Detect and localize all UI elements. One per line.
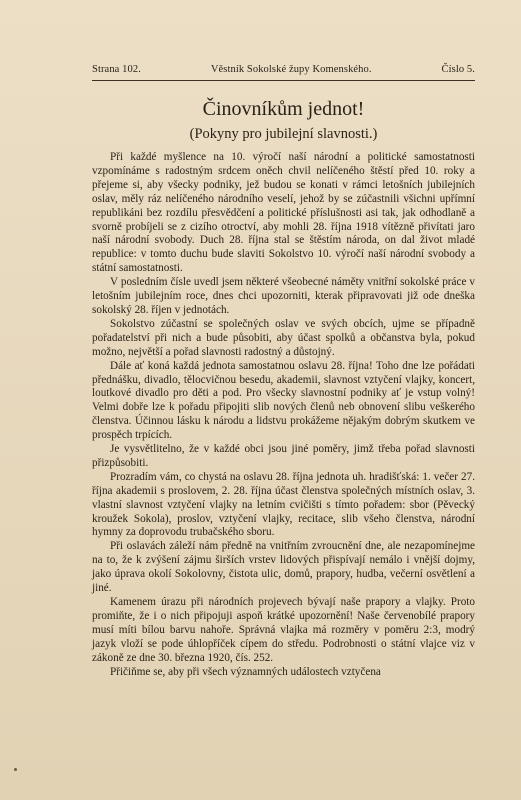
paragraph: Prozradím vám, co chystá na oslavu 28. října jednota uh. hradišťská: 1. večer 27. října akademii s proslovem, 2. 28. října účast členstva společných místních oslav, 3. vlastní slavnost vztyčení vlajky na letním cvičišti s tímto pořadem: sbor (Pěvecký kroužek Sokola), proslov, vztyčení vlajky, recitace, slib všeho členstva, národní hymny za doprovodu trubačského sboru. (92, 470, 475, 539)
article-title: Činovníkům jednot! (202, 98, 365, 120)
paragraph: Přičiňme se, aby při všech významných událostech vztyčena (110, 665, 381, 678)
running-header (92, 64, 475, 75)
paragraph: Dále ať koná každá jednota samostatnou oslavu 28. října! Toho dne lze pořádati přednášku, divadlo, tělocvičnou besedu, akademii, slavnost vztyčení vlajky, koncert, loutkové divadlo pro děti a pod. Pro všecky slavnostní podniky ať je vstup volný! Velmi dobře lze k pořadu připojiti slib nových členů neb obnovení slibu veškerého členstva. Účinnou lásku k národu a lidstvu prokážeme nějakým dobrým skutkem ve prospěch trpících. (92, 359, 475, 442)
article-body (92, 151, 475, 679)
article-subtitle: (Pokyny pro jubilejní slavnosti.) (189, 126, 378, 142)
journal-title: Věstník Sokolské župy Komenského. (210, 64, 372, 75)
paragraph: Při oslavách záleží nám předně na vnitřním zvroucnění dne, ale nezapomínejme na to, že k zvýšení zájmu širších vrstev lidových přispívají nemálo i vnější dojmy, jako úprava okolí Sokolovny, čistota ulic, domů, prapory, hudba, večerní osvětlení a jiné. (92, 540, 475, 595)
paragraph: V posledním čísle uvedl jsem některé všeobecné náměty vnitřní sokolské práce v letošním jubilejním roce, dnes chci upozorniti, kterak připravovati již ode dneška sokolský 28. říjen v jednotách. (92, 276, 475, 316)
paragraph: Při každé myšlence na 10. výročí naší národní a politické samostatnosti vzpomínáme s radostným srdcem oněch chvil nelíčeného štěstí před 10. roky a přejeme si, aby všecky podniky, jež budou se konati v rámci letošních jubilejních oslav, měly ráz nelíčeného národního veselí, jehož by se zúčastnili všichni upřímní republikáni bez rozdílu přesvědčení a politické příslušnosti asi tak, jak odhodlaně a svorně probíjeli se z cizího otroctví, aby mohli 28. října 1918 vítězně přivítati jaro naší národní svobody. Duch 28. října stal se štěstím národa, on dal život mladé republice: v tomto duchu bude slaviti Sokolstvo 10. výročí naší národní svobody a státní samostatnosti. (92, 151, 475, 275)
issue-number: Číslo 5. (441, 64, 475, 75)
paragraph: Kamenem úrazu při národních projevech bývají naše prapory a vlajky. Proto promiňte, že i o nich připojuji aspoň krátké upozornění! Naše červenobílé prapory musí míti bílou barvu nahoře. Správná vlajka má rozměry v poměru 2:3, modrý jazyk vloží se pode úhlopříček cípem do středu. Podrobnosti o státní vlajce viz v zákoně ze dne 30. března 1920, čís. 252. (92, 596, 475, 664)
paper-speck (14, 768, 17, 771)
header-rule (92, 80, 475, 81)
paragraph: Je vysvětlitelno, že v každé obci jsou jiné poměry, jimž třeba pořad slavnosti přizpůsobiti. (92, 443, 475, 469)
paragraph: Sokolstvo zúčastní se společných oslav ve svých obcích, ujme se případně pořadatelství při nich a bude působiti, aby účast spolků a občanstva byla, pokud možno, největší a pořad slavnosti radostný a důstojný. (92, 317, 475, 358)
page-number: Strana 102. (92, 64, 141, 75)
